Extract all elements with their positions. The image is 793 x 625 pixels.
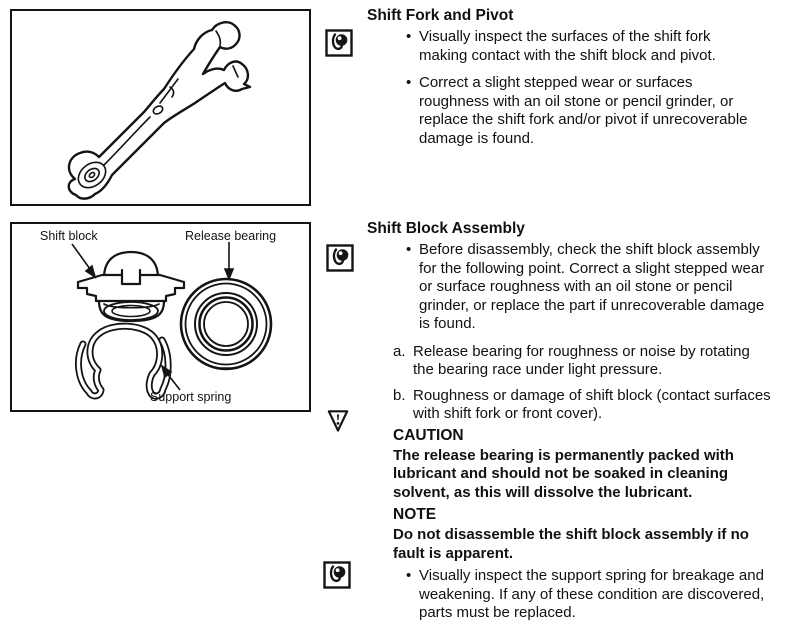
- bullet-marker: •: [406, 567, 412, 584]
- inspection-lens-icon: [326, 244, 354, 272]
- instruction-text: Correct a slight stepped wear or surfaces roughness with an oil stone or pencil grinder, or replace the shift fork and/or pivot if unrecoverable damage is found.: [419, 74, 748, 147]
- list-item-b: [367, 387, 771, 424]
- item-marker: b.: [393, 386, 406, 404]
- item-marker: a.: [393, 342, 406, 360]
- label-shift-block: Shift block: [40, 229, 98, 243]
- label-release-bearing: Release bearing: [185, 229, 277, 243]
- section-heading-shift-block-assembly: Shift Block Assembly: [367, 220, 525, 237]
- instruction-text: Before disassembly, check the shift block assembly for the following point. Correct a slight stepped wear or surface roughness with an oil stone or pencil grinder, or replace the part if unrecoverable damage is found.: [419, 241, 765, 332]
- instruction-text: Visually inspect the surfaces of the shift fork making contact with the shift block and pivot.: [419, 28, 716, 64]
- section-shift-block-assembly: [367, 219, 771, 625]
- bullet-marker: •: [406, 241, 412, 258]
- inspection-lens-icon: [325, 29, 353, 57]
- section-heading-shift-fork-and-pivot: Shift Fork and Pivot: [367, 7, 514, 24]
- caution-text: The release bearing is permanently packed with lubricant and should not be soaked in cleaning solvent, as this will dissolve the lubricant.: [393, 446, 734, 501]
- note-text: Do not disassemble the shift block assembly if no fault is apparent.: [393, 526, 749, 562]
- label-support-spring: Support spring: [150, 390, 232, 404]
- note-heading: NOTE: [393, 506, 437, 523]
- caution-block: [393, 426, 771, 564]
- inspection-lens-icon: [323, 561, 351, 589]
- shift-fork-figure: [10, 9, 311, 206]
- list-item: [367, 74, 759, 148]
- shift-fork-drawing: [12, 11, 309, 204]
- bullet-marker: •: [406, 74, 412, 91]
- list-item: [367, 567, 771, 623]
- instruction-text: Roughness or damage of shift block (contact surfaces with shift fork or front cover).: [413, 386, 771, 422]
- section-shift-fork-and-pivot: [367, 6, 759, 157]
- list-item-a: [367, 343, 771, 380]
- shift-block-assembly-figure: [10, 222, 311, 412]
- shift-block-assembly-drawing: [12, 224, 309, 410]
- caution-triangle-icon: [327, 408, 349, 433]
- list-item: [367, 241, 771, 334]
- instruction-text: Visually inspect the support spring for breakage and weakening. If any of these condition are discovered, parts must be replaced.: [419, 567, 765, 621]
- instruction-text: Release bearing for roughness or noise by rotating the bearing race under light pressure.: [413, 342, 750, 378]
- list-item: [367, 28, 759, 65]
- caution-heading: CAUTION: [393, 426, 464, 444]
- bullet-marker: •: [406, 28, 412, 45]
